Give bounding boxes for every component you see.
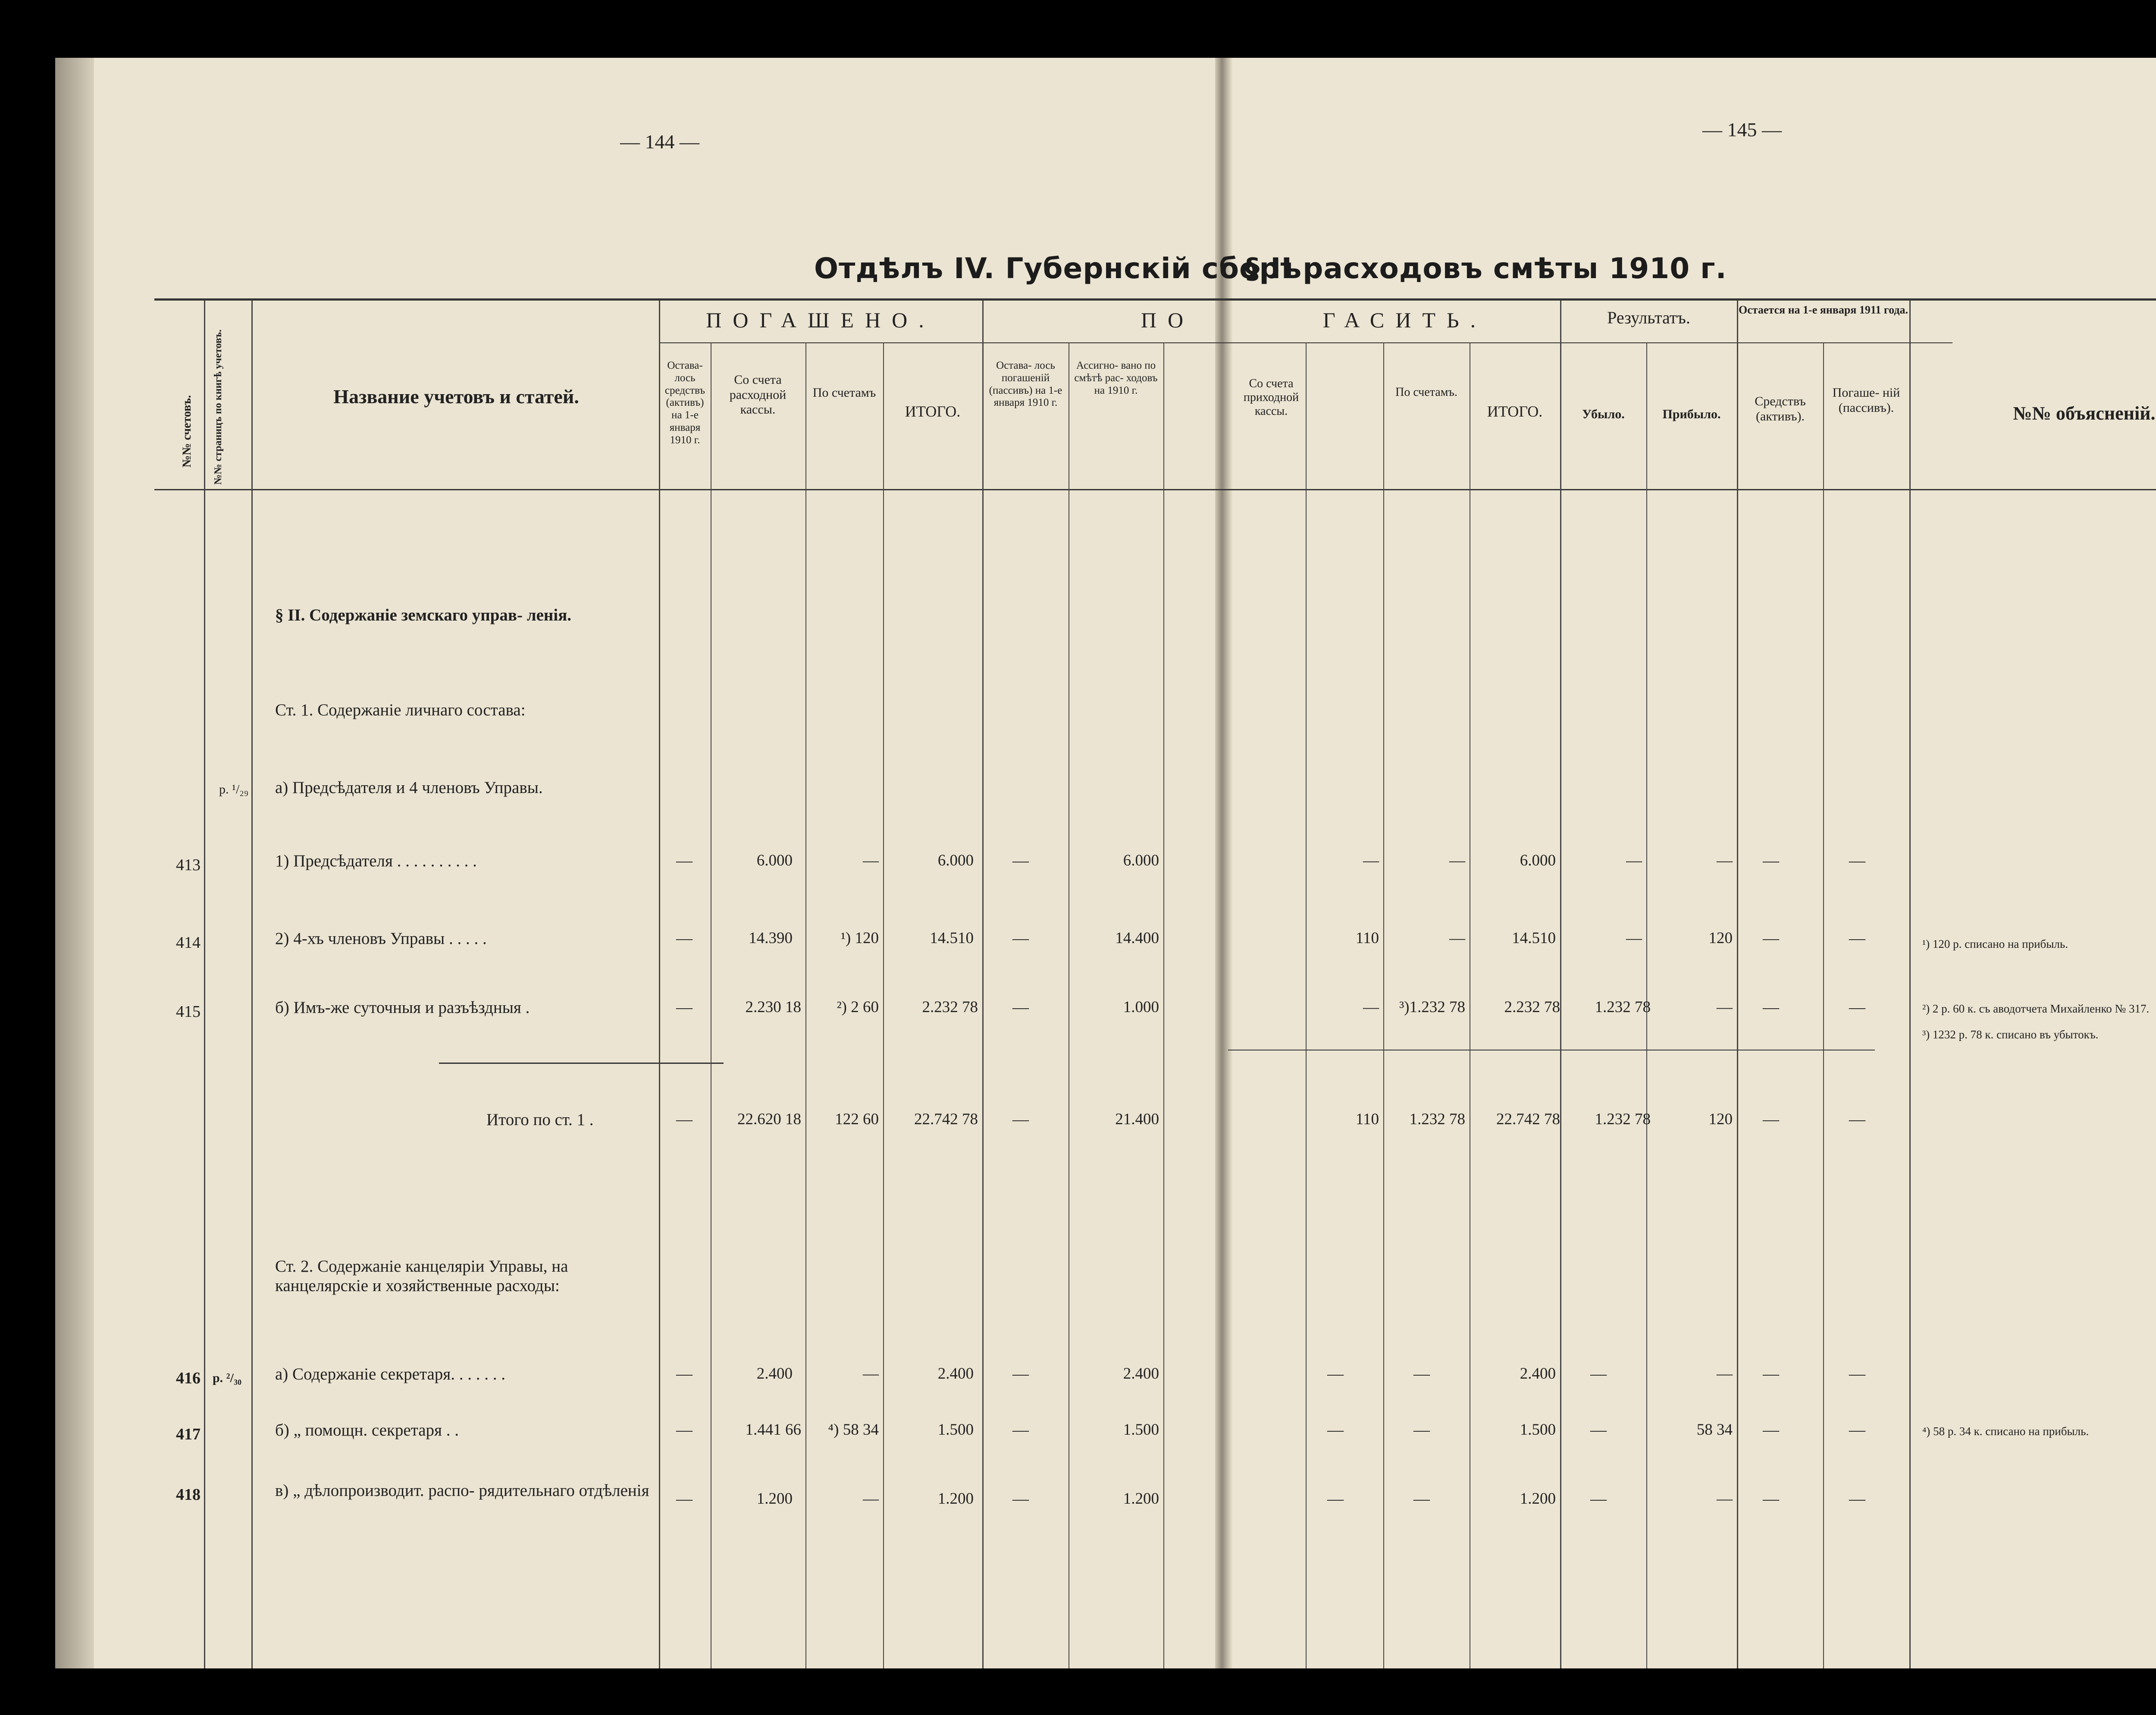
paid-accounts: — bbox=[863, 852, 879, 869]
paid-total: 1.200 bbox=[937, 1490, 974, 1508]
header-topay-group-left: ПО bbox=[1141, 308, 1195, 332]
empty-dash: — bbox=[1763, 998, 1779, 1016]
col-rule bbox=[1737, 300, 1738, 1668]
total-label: Итого по ст. 1 . bbox=[486, 1110, 594, 1129]
account-number: 417 bbox=[176, 1425, 201, 1443]
paid-cash: 1.441 66 bbox=[745, 1421, 801, 1439]
paid-cash: 1.200 bbox=[756, 1490, 793, 1508]
header-remain-liabilities: Погаше- ній (пассивъ). bbox=[1832, 386, 1900, 415]
empty-dash: — bbox=[1413, 1421, 1430, 1439]
header-remain-group: Остается на 1-е января 1911 года. bbox=[1738, 304, 1908, 316]
gain: 120 bbox=[1708, 929, 1733, 947]
article-2-pageref: р. ²/₃₀ bbox=[213, 1371, 242, 1385]
header-bottom-rule bbox=[154, 489, 2156, 490]
paid-total: 2.232 78 bbox=[922, 998, 978, 1016]
page-number-left: — 144 — bbox=[620, 131, 699, 153]
header-account-number: №№ счетовъ. bbox=[180, 395, 194, 467]
paid-total: 1.500 bbox=[937, 1421, 974, 1439]
gain: 58 34 bbox=[1696, 1421, 1733, 1439]
article-1-pageref: р. ¹/₂₉ bbox=[219, 782, 249, 796]
total-paid-total: 22.742 78 bbox=[914, 1110, 978, 1128]
empty-dash: — bbox=[1590, 1365, 1607, 1383]
assigned: 1.200 bbox=[1123, 1490, 1159, 1508]
loss: — bbox=[1626, 929, 1642, 947]
col-rule bbox=[659, 300, 660, 1668]
paid-cash: 14.390 bbox=[749, 929, 793, 947]
header-topay-assigned: Ассигно- вано по смѣтѣ рас- ходовъ на 1910 г. bbox=[1074, 360, 1158, 396]
row-name: 2) 4-хъ членовъ Управы . . . . . bbox=[275, 929, 487, 948]
empty-dash: — bbox=[1012, 1421, 1029, 1439]
row-name: в) „ дѣлопроизводит. распо- рядительнаго отдѣленія bbox=[275, 1481, 649, 1500]
empty-dash: — bbox=[1012, 1110, 1029, 1129]
account-number: 418 bbox=[176, 1486, 201, 1504]
empty-dash: — bbox=[676, 998, 693, 1016]
in-total: 1.500 bbox=[1520, 1421, 1556, 1439]
header-paid-total: ИТОГО. bbox=[905, 403, 961, 420]
subtotal-rule bbox=[439, 1063, 724, 1064]
total-gain: 120 bbox=[1708, 1110, 1733, 1128]
gain: — bbox=[1717, 1365, 1733, 1383]
header-result-gain: Прибыло. bbox=[1662, 407, 1721, 421]
in-cash: — bbox=[1363, 852, 1379, 869]
loss: 1.232 78 bbox=[1595, 998, 1651, 1016]
empty-dash: — bbox=[1413, 1365, 1430, 1383]
empty-dash: — bbox=[1327, 1421, 1344, 1439]
header-result-group: Результатъ. bbox=[1607, 308, 1690, 327]
in-total: 14.510 bbox=[1512, 929, 1556, 947]
assigned: 2.400 bbox=[1123, 1365, 1159, 1383]
header-paid-remaining: Остава- лось средствъ (активъ) на 1-е января 1910 г. bbox=[664, 360, 705, 446]
empty-dash: — bbox=[1849, 998, 1865, 1016]
in-cash: 110 bbox=[1355, 929, 1379, 947]
account-number: 415 bbox=[176, 1003, 201, 1021]
empty-dash: — bbox=[1590, 1490, 1607, 1508]
header-topay-remaining: Остава- лось погашеній (пассивъ) на 1-е января 1910 г. bbox=[989, 360, 1062, 409]
empty-dash: — bbox=[1012, 1490, 1029, 1508]
in-accounts: — bbox=[1449, 929, 1465, 947]
paid-accounts: — bbox=[863, 1490, 879, 1508]
header-name: Название учетовъ и статей. bbox=[333, 386, 579, 408]
empty-dash: — bbox=[1012, 852, 1029, 870]
col-rule bbox=[805, 342, 806, 1668]
paid-total: 6.000 bbox=[937, 852, 974, 869]
empty-dash: — bbox=[1763, 1421, 1779, 1439]
empty-dash: — bbox=[1849, 1490, 1865, 1508]
col-rule bbox=[251, 300, 253, 1668]
assigned: 1.000 bbox=[1123, 998, 1159, 1016]
total-in-accounts: 1.232 78 bbox=[1409, 1110, 1465, 1128]
paid-accounts: ⁴) 58 34 bbox=[828, 1421, 879, 1439]
assigned: 14.400 bbox=[1115, 929, 1159, 947]
paid-accounts: ¹) 120 bbox=[840, 929, 879, 947]
heading-right: § II расходовъ смѣты 1910 г. bbox=[1245, 252, 1727, 285]
table-top-rule bbox=[154, 298, 2156, 301]
explanation-note: ¹) 120 р. списано на прибыль. bbox=[1922, 937, 2068, 950]
loss: — bbox=[1626, 852, 1642, 869]
in-total: 6.000 bbox=[1520, 852, 1556, 869]
empty-dash: — bbox=[676, 1365, 693, 1383]
row-name: а) Содержаніе секретаря. . . . . . . bbox=[275, 1365, 505, 1383]
article-1-subtitle: а) Предсѣдателя и 4 членовъ Управы. bbox=[275, 778, 543, 797]
col-rule bbox=[1560, 300, 1561, 1668]
in-accounts: — bbox=[1449, 852, 1465, 869]
in-accounts: ³)1.232 78 bbox=[1399, 998, 1465, 1016]
header-result-loss: Убыло. bbox=[1582, 407, 1625, 421]
total-assigned: 21.400 bbox=[1115, 1110, 1159, 1128]
empty-dash: — bbox=[1763, 852, 1779, 870]
page-number-right: — 145 — bbox=[1702, 119, 1782, 141]
header-topay-group-right: ГАСИТЬ. bbox=[1322, 308, 1487, 332]
paid-cash: 6.000 bbox=[756, 852, 793, 869]
col-rule bbox=[1823, 342, 1824, 1668]
account-number: 416 bbox=[176, 1369, 201, 1387]
empty-dash: — bbox=[1763, 1110, 1779, 1129]
total-loss: 1.232 78 bbox=[1595, 1110, 1651, 1128]
gain: — bbox=[1717, 1490, 1733, 1508]
header-paid-accounts: По счетамъ bbox=[812, 386, 876, 400]
paid-cash: 2.230 18 bbox=[745, 998, 801, 1016]
account-number: 414 bbox=[176, 934, 201, 952]
empty-dash: — bbox=[1327, 1365, 1344, 1383]
total-in-total: 22.742 78 bbox=[1496, 1110, 1560, 1128]
col-rule bbox=[1909, 300, 1911, 1668]
col-rule bbox=[1163, 342, 1164, 1668]
row-name: б) „ помощн. секретаря . . bbox=[275, 1421, 459, 1439]
article-2-title: Ст. 2. Содержаніе канцеляріи Управы, на канцелярскіе и хозяйственные расходы: bbox=[275, 1257, 568, 1295]
total-in-cash: 110 bbox=[1355, 1110, 1379, 1128]
in-cash: — bbox=[1363, 998, 1379, 1016]
empty-dash: — bbox=[1849, 852, 1865, 870]
empty-dash: — bbox=[676, 1110, 693, 1129]
header-explanations: №№ объясненій. bbox=[2013, 403, 2156, 424]
paid-cash: 2.400 bbox=[756, 1365, 793, 1383]
total-paid-accounts: 122 60 bbox=[835, 1110, 879, 1128]
empty-dash: — bbox=[676, 1490, 693, 1508]
empty-dash: — bbox=[1413, 1490, 1430, 1508]
header-topay-cash: Со счета приходной кассы. bbox=[1243, 377, 1299, 418]
page-edge bbox=[55, 58, 94, 1668]
empty-dash: — bbox=[1590, 1421, 1607, 1439]
empty-dash: — bbox=[676, 1421, 693, 1439]
assigned: 6.000 bbox=[1123, 852, 1159, 869]
total-paid-cash: 22.620 18 bbox=[737, 1110, 801, 1128]
header-paid-cash: Со счета расходной кассы. bbox=[729, 373, 787, 417]
row-name: б) Имъ-же суточныя и разъѣздныя . bbox=[275, 998, 530, 1017]
header-topay-accounts: По счетамъ. bbox=[1395, 386, 1457, 399]
paid-accounts: — bbox=[863, 1365, 879, 1383]
heading-left: Отдѣлъ IV. Губернскій сборъ bbox=[814, 252, 1302, 285]
header-remain-assets: Средствъ (активъ). bbox=[1755, 394, 1806, 423]
paid-accounts: ²) 2 60 bbox=[837, 998, 879, 1016]
col-rule bbox=[982, 300, 984, 1668]
in-total: 2.400 bbox=[1520, 1365, 1556, 1383]
empty-dash: — bbox=[1763, 1365, 1779, 1383]
col-rule bbox=[204, 300, 205, 1668]
gain: — bbox=[1717, 852, 1733, 869]
explanation-note: ²) 2 р. 60 к. съ аводотчета Михайленко № 317. bbox=[1922, 1002, 2150, 1015]
empty-dash: — bbox=[676, 852, 693, 870]
empty-dash: — bbox=[1012, 1365, 1029, 1383]
gain: — bbox=[1717, 998, 1733, 1016]
paid-total: 14.510 bbox=[930, 929, 974, 947]
empty-dash: — bbox=[1327, 1490, 1344, 1508]
empty-dash: — bbox=[1849, 1110, 1865, 1129]
empty-dash: — bbox=[1012, 998, 1029, 1016]
empty-dash: — bbox=[1012, 929, 1029, 947]
explanation-note: ⁴) 58 р. 34 к. списано на прибыль. bbox=[1922, 1425, 2089, 1438]
in-total: 1.200 bbox=[1520, 1490, 1556, 1508]
empty-dash: — bbox=[1763, 1490, 1779, 1508]
empty-dash: — bbox=[676, 929, 693, 947]
explanation-note: ³) 1232 р. 78 к. списано въ убытокъ. bbox=[1922, 1028, 2099, 1041]
in-total: 2.232 78 bbox=[1504, 998, 1560, 1016]
empty-dash: — bbox=[1849, 1421, 1865, 1439]
assigned: 1.500 bbox=[1123, 1421, 1159, 1439]
section-title: § II. Содержаніе земскаго управ- ленія. bbox=[275, 606, 572, 624]
empty-dash: — bbox=[1849, 929, 1865, 947]
col-rule bbox=[1306, 342, 1307, 1668]
article-1-title: Ст. 1. Содержаніе личнаго состава: bbox=[275, 701, 526, 719]
empty-dash: — bbox=[1849, 1365, 1865, 1383]
header-paid-group: ПОГАШЕНО. bbox=[706, 308, 935, 332]
header-topay-total: ИТОГО. bbox=[1487, 403, 1543, 420]
account-number: 413 bbox=[176, 856, 201, 874]
paid-total: 2.400 bbox=[937, 1365, 974, 1383]
empty-dash: — bbox=[1763, 929, 1779, 947]
header-page-number: №№ страницъ по книгѣ учетовъ. bbox=[213, 329, 224, 485]
book-spread bbox=[55, 58, 2156, 1668]
row-name: 1) Предсѣдателя . . . . . . . . . . bbox=[275, 852, 477, 870]
